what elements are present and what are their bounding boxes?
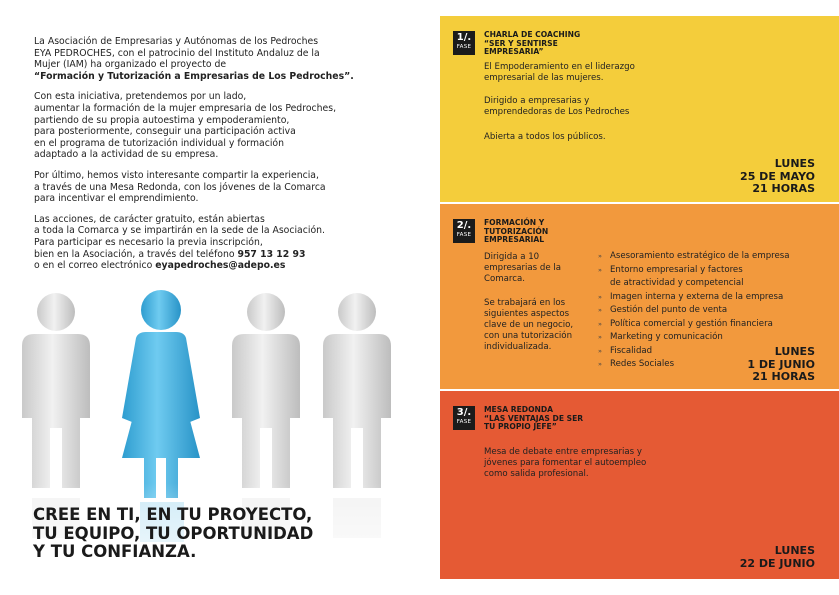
list-item <box>598 264 790 291</box>
list-item <box>598 291 790 305</box>
phases-panel <box>440 16 839 579</box>
list-item <box>598 318 790 332</box>
list-item-text: Política comercial y gestión financiera <box>610 318 773 329</box>
phase-3-day: LUNES <box>774 544 815 557</box>
arrow-icon: » <box>598 346 602 355</box>
list-item <box>598 331 790 345</box>
phase-3-date <box>740 545 815 570</box>
man-figure-2 <box>232 293 300 488</box>
phase-3-title: MESA REDONDA “LAS VENTAJAS DE SER TU PROPIO JEFE” <box>484 405 584 432</box>
phase-2-time: 21 HORAS <box>752 370 815 383</box>
list-item-text: Redes Sociales <box>610 359 675 369</box>
phase-1-title: CHARLA DE COACHING “SER Y SENTIRSE EMPRESARIA” <box>484 30 581 57</box>
phase-3-day-date: 22 DE JUNIO <box>739 556 815 570</box>
phase-1-text-3: Abierta a todos los públicos. <box>484 132 606 142</box>
phase-2-date <box>747 346 815 384</box>
intro-paragraph-2: Con esta iniciativa, pretendemos por un lado, aumentar la formación de la mujer empresaria de los Pedroches, partiendo de su propia autoestima y empoderamiento, para posteriormente, conseguir una participación activa en el programa de tutorización individual y formación adaptado a la actividad de su empresa. <box>34 91 337 161</box>
intro-paragraph-3: Por último, hemos visto interesante compartir la experiencia, a través de una Mesa Redonda, con los jóvenes de la Comarca para incentivar el emprendimiento. <box>34 169 326 205</box>
intro-paragraph-1 <box>34 36 364 82</box>
arrow-icon: » <box>598 319 602 328</box>
phase-3-label: FASE <box>456 419 472 425</box>
man-figure-1 <box>22 293 90 488</box>
intro-p4-text: Las acciones, de carácter gratuito, están abiertas a toda la Comarca y se impartirán en la sede de la Asociación. Para participar es necesario la previa inscripción, bien en la Asociación, a través del teléfono <box>34 213 325 260</box>
arrow-icon: » <box>598 265 602 274</box>
phone-number: 957 13 12 93 <box>237 248 306 260</box>
list-item-text: Fiscalidad <box>610 345 653 356</box>
phase-3-text-1: Mesa de debate entre empresarias y jóvenes para fomentar el autoempleo como salida profesional. <box>484 447 647 479</box>
phase-1-text-2: Dirigido a empresarias y emprendedoras de Los Pedroches <box>484 96 630 117</box>
phase-1-time: 21 HORAS <box>752 182 815 195</box>
arrow-icon: » <box>598 292 602 301</box>
phase-1-text-1: El Empoderamiento en el liderazgo empresarial de las mujeres. <box>484 62 635 83</box>
phase-2-day-date: 1 DE JUNIO <box>747 357 815 371</box>
list-item-text: Marketing y comunicación <box>610 332 723 342</box>
email-address: eyapedroches@adepo.es <box>155 260 286 272</box>
phase-2 <box>440 204 839 389</box>
intro-text <box>34 36 364 281</box>
woman-figure <box>122 290 200 498</box>
man-figure-3 <box>323 293 391 488</box>
phase-2-title: FORMACIÓN Y TUTORIZACIÓN EMPRESARIAL <box>484 218 549 245</box>
phase-1 <box>440 16 839 202</box>
list-item <box>598 250 790 264</box>
slogan: CREE EN TI, EN TU PROYECTO, TU EQUIPO, TU OPORTUNIDAD Y TU CONFIANZA. <box>33 505 314 561</box>
project-title: “Formación y Tutorización a Empresarias de Los Pedroches”. <box>34 70 354 82</box>
phase-2-text-2: Se trabajará en los siguientes aspectos clave de un negocio, con una tutorización individualizada. <box>484 298 574 352</box>
list-item-text: Imagen interna y externa de la empresa <box>610 291 784 302</box>
phase-1-number: 1/. <box>456 32 472 43</box>
phase-2-number: 2/. <box>456 220 472 231</box>
intro-paragraph-4 <box>34 214 364 272</box>
intro-p4-mid: o en el correo electrónico <box>34 260 153 272</box>
phase-1-label: FASE <box>456 44 472 50</box>
phase-2-label: FASE <box>456 232 472 238</box>
phase-1-day: LUNES <box>774 157 815 170</box>
arrow-icon: » <box>598 252 602 260</box>
phase-3-badge <box>453 406 475 430</box>
intro-p1-text: La Asociación de Empresarias y Autónomas de los Pedroches EYA PEDROCHES, con el patrocinio del Instituto Andaluz de la Mujer (IAM) ha organizado el proyecto de <box>34 36 320 71</box>
list-item-text: Entorno empresarial y factores de atractividad y competencial <box>610 264 744 288</box>
phase-2-text-1: Dirigida a 10 empresarias de la Comarca. <box>484 252 562 284</box>
arrow-icon: » <box>598 333 602 341</box>
phase-3 <box>440 391 839 579</box>
phase-1-badge <box>453 31 475 55</box>
arrow-icon: » <box>598 360 602 368</box>
phase-3-number: 3/. <box>456 407 472 418</box>
list-item <box>598 304 790 318</box>
phase-1-date <box>740 158 815 196</box>
list-item-text: Gestión del punto de venta <box>610 305 728 315</box>
phase-2-badge <box>453 219 475 243</box>
phase-1-day-date: 25 DE MAYO <box>740 169 815 183</box>
arrow-icon: » <box>598 306 602 314</box>
phase-2-day: LUNES <box>774 345 815 358</box>
list-item-text: Asesoramiento estratégico de la empresa <box>610 251 790 261</box>
